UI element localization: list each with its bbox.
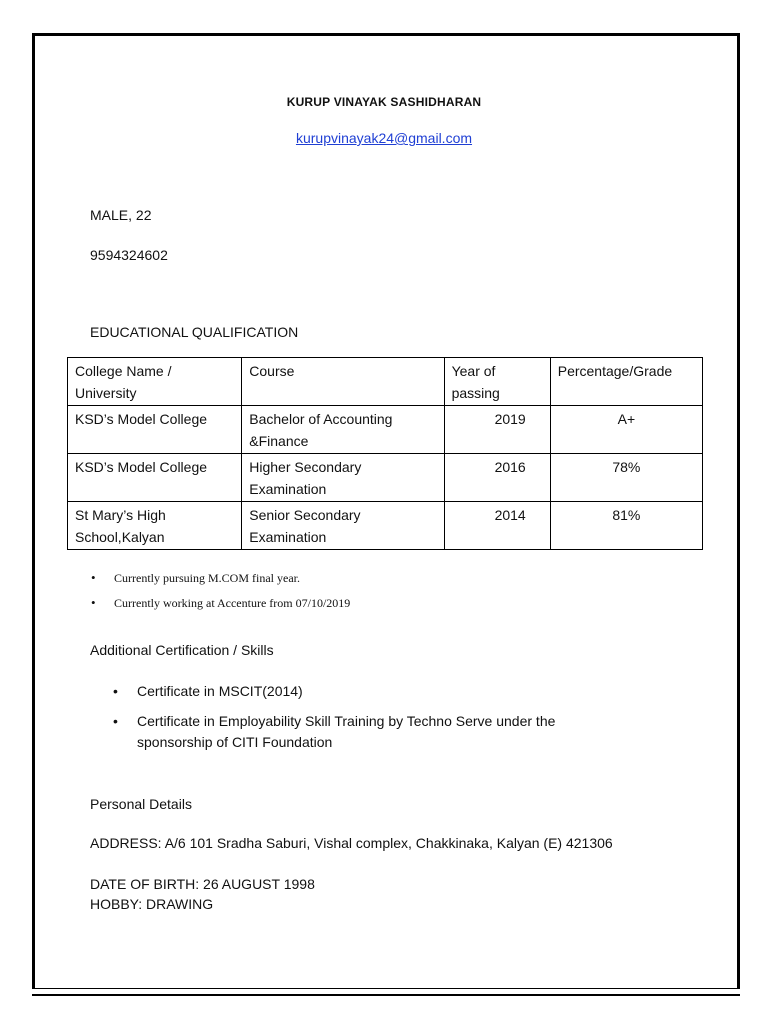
email-link[interactable]: kurupvinayak24@gmail.com [295,130,473,146]
cell-grade: 78% [550,454,702,502]
personal-details-block [90,874,315,914]
cell-course: Higher Secondary Examination [242,454,444,502]
address-text: ADDRESS: A/6 101 Sradha Saburi, Vishal complex, Chakkinaka, Kalyan (E) 421306 [90,835,613,851]
hobby: HOBBY: DRAWING [90,896,214,912]
list-item: • Certificate in Employability Skill Training by Techno Serve under the sponsorship of CITI Foundation [137,711,617,753]
cell-year: 2014 [444,502,550,550]
candidate-name: KURUP VINAYAK SASHIDHARAN [286,95,482,109]
certifications-list [112,681,617,762]
certifications-heading: Additional Certification / Skills [90,642,274,658]
table-row [68,454,703,502]
personal-details-heading: Personal Details [90,796,192,812]
date-of-birth: DATE OF BIRTH: 26 AUGUST 1998 [90,876,315,892]
column-header-grade: Percentage/Grade [550,358,702,406]
cell-grade: 81% [550,502,702,550]
cell-college: KSD’s Model College [68,454,242,502]
list-item: • Currently pursuing M.COM final year. [114,570,350,586]
table-header-row [68,358,703,406]
cell-college: KSD’s Model College [68,406,242,454]
column-header-course: Course [242,358,444,406]
table-row [68,502,703,550]
list-item: • Certificate in MSCIT(2014) [137,681,617,702]
footer-divider [32,994,740,996]
phone-number: 9594324602 [90,247,168,263]
status-notes-list [90,570,350,620]
education-table [67,357,703,550]
cell-course: Senior Secondary Examination [242,502,444,550]
education-heading: EDUCATIONAL QUALIFICATION [90,324,299,340]
cell-course: Bachelor of Accounting &Finance [242,406,444,454]
gender-age: MALE, 22 [90,207,152,223]
column-header-college: College Name / University [68,358,242,406]
cell-college: St Mary’s High School,Kalyan [68,502,242,550]
list-item: • Currently working at Accenture from 07/10/2019 [114,595,350,611]
cell-year: 2016 [444,454,550,502]
table-row [68,406,703,454]
cell-year: 2019 [444,406,550,454]
cell-grade: A+ [550,406,702,454]
column-header-year: Year of passing [444,358,550,406]
